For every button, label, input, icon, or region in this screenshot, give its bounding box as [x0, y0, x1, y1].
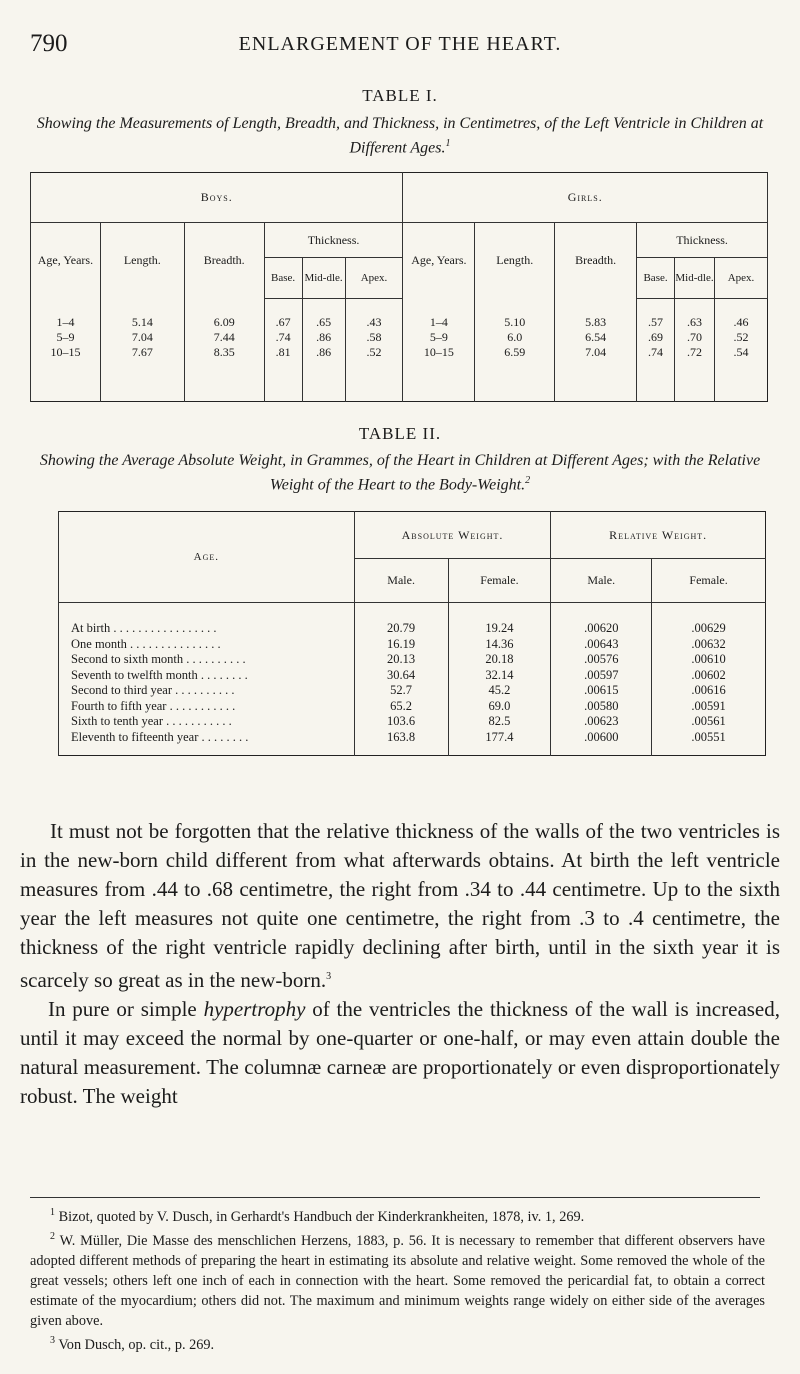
table-cell: .52: [366, 345, 382, 359]
table-cell: .63: [686, 315, 702, 329]
table-cell: 5.14: [131, 314, 153, 329]
boys-base-column: [264, 299, 302, 402]
table-cell: At birth . . . . . . . . . . . . . . . . .: [71, 621, 217, 635]
girls-apex-header: Apex.: [714, 258, 767, 299]
footnote-text: Von Dusch, op. cit., p. 269.: [58, 1336, 215, 1353]
boys-length-header: Length.: [100, 223, 184, 299]
girls-middle-column: [675, 299, 715, 402]
table-cell: .46: [733, 315, 749, 329]
table1-subtitle: [30, 114, 770, 158]
table-cell: .00610: [691, 652, 726, 666]
running-title: ENLARGEMENT OF THE HEART.: [238, 33, 562, 55]
table-cell: Seventh to twelfth month . . . . . . . .: [71, 667, 248, 682]
abs-male-column: [354, 603, 448, 756]
table-cell: .67: [275, 315, 291, 329]
footnote-text: W. Müller, Die Masse des menschlichen Herzens, 1883, p. 56. It is necessary to remember that different observers have adopted different methods of preparing the heart in estimating its absolute and relative weight. Some removed the whole of the great vessels; others left one inch of each in connection with the heart. Some removed the pericardial fat, to obtain a correct estimate of the myocardium; others did not. The maximum and minimum weights range widely on either side of the averages given above.: [30, 1232, 765, 1329]
table2-caption: TABLE II.: [358, 424, 442, 443]
table-cell: Fourth to fifth year . . . . . . . . . . .: [71, 698, 236, 713]
abs-female-header: Female.: [448, 559, 551, 603]
boys-apex-header: Apex.: [345, 258, 403, 299]
table-cell: 52.7: [390, 683, 413, 697]
table-cell: .70: [686, 330, 702, 344]
table-cell: .00623: [584, 714, 619, 728]
table-cell: .00620: [584, 621, 619, 635]
table-cell: .72: [686, 345, 702, 359]
table-cell: 30.64: [387, 667, 416, 682]
table-cell: .43: [366, 315, 382, 329]
table-cell: .00643: [584, 636, 619, 651]
girls-thickness-header: Thickness.: [637, 223, 768, 258]
table-cell: 1–4: [56, 314, 75, 329]
body-text: [20, 817, 780, 1111]
boys-apex-column: [345, 299, 403, 402]
table-cell: .00591: [691, 698, 726, 713]
table-cell: .00576: [584, 652, 619, 666]
age-column: [59, 603, 355, 756]
table-cell: 5–9: [56, 329, 75, 344]
abs-male-header: Male.: [354, 559, 448, 603]
table-cell: 32.14: [485, 667, 514, 682]
girls-breadth-header: Breadth.: [555, 223, 637, 299]
table-cell: 16.19: [387, 636, 416, 651]
footnote-mark: 1: [50, 1207, 55, 1218]
table-cell: 10–15: [423, 344, 454, 359]
table-cell: 1–4: [429, 314, 448, 329]
table1: [30, 172, 768, 402]
table-cell: .69: [648, 330, 664, 344]
table-cell: .81: [275, 345, 291, 359]
footnote-ref-2: 2: [525, 475, 531, 486]
table1-subtitle-text: Showing the Measurements of Length, Breadth, and Thickness, in Centimetres, of the Left Ventricle in Children at Different Ages.: [36, 115, 764, 157]
rel-female-column: [652, 603, 766, 756]
table-cell: .74: [275, 330, 291, 344]
table-cell: .00629: [691, 621, 726, 635]
boys-group-header: Boys.: [31, 173, 403, 223]
girls-length-header: Length.: [475, 223, 555, 299]
boys-breadth-column: [184, 299, 264, 402]
table-cell: Second to sixth month . . . . . . . . . .: [71, 652, 246, 666]
table2-subtitle-text: Showing the Average Absolute Weight, in Grammes, of the Heart in Children at Different Ages; with the Relative Weight of the Heart to the Body-Weight.: [39, 452, 761, 494]
table-cell: 45.2: [488, 683, 511, 697]
footnote: [30, 1331, 765, 1355]
rel-female-header: Female.: [652, 559, 766, 603]
boys-breadth-header: Breadth.: [184, 223, 264, 299]
table-cell: .57: [648, 315, 664, 329]
paragraph-text: In pure or simple: [48, 997, 204, 1021]
footnote: [30, 1227, 765, 1331]
table-cell: .00551: [691, 729, 726, 744]
table-cell: Eleventh to fifteenth year . . . . . . . .: [71, 729, 249, 744]
paragraph-text: It must not be forgotten that the relative thickness of the walls of the two ventricles is in the new-born child different from what afterwards obtains. At birth the left ventricle measures from .44 to .68 centimetre, the right from .34 to .44 centimetre. Up to the sixth year the left measures not quite one centimetre, the right from .3 to .4 centimetre, the thickness of the right ventricle rapidly declining after birth, until in the sixth year it is scarcely so great as in the new-born.: [20, 819, 780, 992]
emphasis-text: hypertrophy: [203, 997, 306, 1021]
table-cell: 10–15: [50, 344, 81, 359]
absolute-weight-header: Absolute Weight.: [354, 512, 551, 559]
footnotes: [30, 1203, 765, 1354]
table-cell: .00597: [584, 667, 619, 682]
table-cell: Second to third year . . . . . . . . . .: [71, 683, 235, 697]
girls-group-header: Girls.: [403, 173, 768, 223]
girls-middle-header: Mid-dle.: [675, 258, 715, 299]
table-cell: .54: [733, 345, 749, 359]
table-cell: 20.13: [387, 652, 416, 666]
table-cell: 7.04: [131, 329, 153, 344]
paragraph: [20, 817, 780, 995]
table-cell: .86: [316, 330, 332, 344]
table-cell: 20.79: [387, 621, 416, 635]
table-cell: 103.6: [387, 714, 416, 728]
table1-caption: TABLE I.: [362, 86, 438, 105]
footnote-mark: 2: [50, 1230, 55, 1242]
girls-age-column: [403, 299, 475, 402]
paragraph-text: of the ventricles the thickness of the wall is increased, until it may exceed the normal by one-quarter or one-half, or may even attain double the natural measurement. The columnæ carneæ are proportionately or even disproportionately robust. The weight: [20, 997, 781, 1108]
running-header: [30, 30, 770, 60]
girls-length-column: [475, 299, 555, 402]
table2: [58, 511, 766, 756]
age-header: Age.: [59, 512, 355, 603]
boys-middle-header: Mid-dle.: [302, 258, 345, 299]
table-cell: 6.59: [504, 344, 526, 359]
boys-age-column: [31, 299, 101, 402]
girls-age-header: Age, Years.: [403, 223, 475, 299]
footnote-mark: 3: [50, 1334, 55, 1346]
table-cell: 163.8: [387, 729, 416, 744]
footnote: [30, 1203, 765, 1227]
girls-base-column: [637, 299, 675, 402]
boys-length-column: [100, 299, 184, 402]
table-cell: 5–9: [429, 329, 448, 344]
boys-age-header: Age, Years.: [31, 223, 101, 299]
table-cell: Sixth to tenth year . . . . . . . . . . .: [71, 714, 232, 728]
paragraph: [20, 995, 780, 1111]
table-cell: .52: [733, 330, 749, 344]
table-cell: One month . . . . . . . . . . . . . . .: [71, 636, 221, 651]
footnote-divider: [30, 1197, 760, 1198]
relative-weight-header: Relative Weight.: [551, 512, 766, 559]
footnote-ref-1: 1: [445, 138, 451, 149]
table-cell: 6.54: [585, 329, 607, 344]
footnote-ref-3: 3: [326, 971, 332, 982]
table-cell: .74: [648, 345, 664, 359]
page-number: 790: [30, 30, 68, 57]
girls-base-header: Base.: [637, 258, 675, 299]
table-cell: 69.0: [488, 698, 511, 713]
boys-middle-column: [302, 299, 345, 402]
footnote-text: Bizot, quoted by V. Dusch, in Gerhardt's Handbuch der Kinderkrankheiten, 1878, iv. 1, 269.: [58, 1208, 585, 1225]
rel-male-column: [551, 603, 652, 756]
table-cell: 19.24: [485, 621, 514, 635]
table-cell: .00602: [691, 667, 726, 682]
boys-thickness-header: Thickness.: [264, 223, 403, 258]
rel-male-header: Male.: [551, 559, 652, 603]
table-cell: 7.67: [131, 344, 153, 359]
table-cell: 6.09: [213, 314, 235, 329]
table-cell: 7.44: [213, 329, 235, 344]
table-cell: .00561: [691, 714, 726, 728]
table-cell: 5.10: [504, 314, 526, 329]
girls-breadth-column: [555, 299, 637, 402]
table-cell: 177.4: [485, 729, 514, 744]
girls-apex-column: [714, 299, 767, 402]
table-cell: 14.36: [485, 636, 514, 651]
table-cell: 82.5: [488, 714, 511, 728]
table-cell: .58: [366, 330, 382, 344]
table-cell: 7.04: [585, 344, 607, 359]
table2-subtitle: [30, 451, 770, 495]
abs-female-column: [448, 603, 551, 756]
table-cell: .00632: [691, 636, 726, 651]
table-cell: 8.35: [213, 344, 235, 359]
table-cell: .00600: [584, 729, 619, 744]
boys-base-header: Base.: [264, 258, 302, 299]
table-cell: .00616: [691, 683, 726, 697]
table-cell: .00615: [584, 683, 619, 697]
table-cell: 5.83: [585, 314, 607, 329]
table-cell: .65: [316, 315, 332, 329]
table-cell: .00580: [584, 698, 619, 713]
table-cell: 6.0: [507, 329, 523, 344]
table-cell: .86: [316, 345, 332, 359]
table-cell: 20.18: [485, 652, 514, 666]
table-cell: 65.2: [390, 698, 413, 713]
